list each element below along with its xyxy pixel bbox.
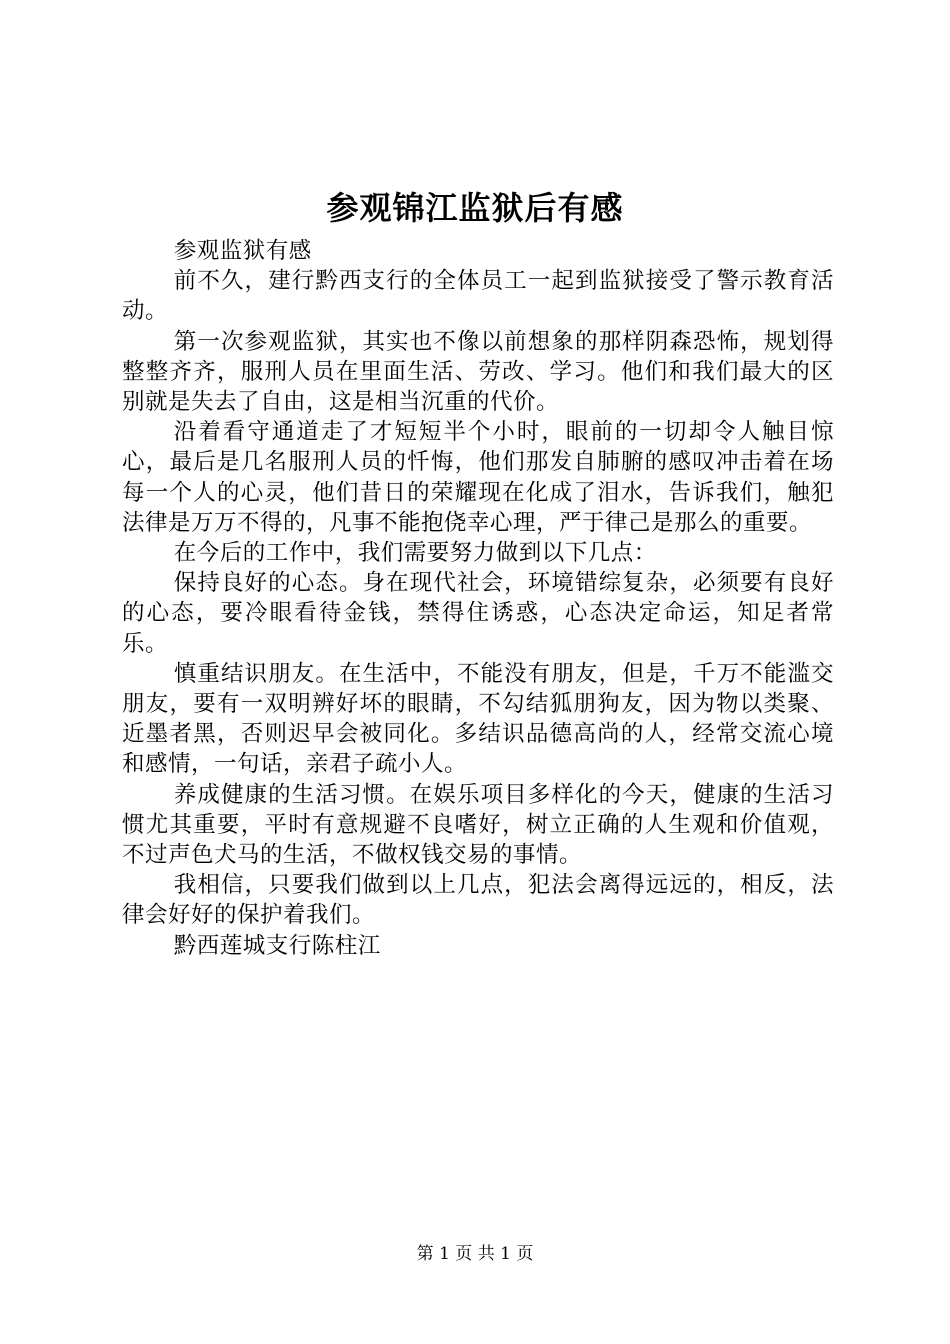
paragraph-signature: 黔西莲城支行陈柱江: [173, 932, 381, 959]
paragraph: 我相信，只要我们做到以上几点，犯法会离得远远的，相反，法律会好好的保护着我们。: [122, 872, 834, 929]
document-title: 参观锦江监狱后有感: [326, 189, 624, 227]
page-footer: 第 1 页 共 1 页: [416, 1244, 534, 1264]
paragraph: 第一次参观监狱，其实也不像以前想象的那样阴森恐怖，规划得整整齐齐，服刑人员在里面生活、劳改、学习。他们和我们最大的区别就是失去了自由，这是相当沉重的代价。: [122, 328, 834, 416]
paragraph: 养成健康的生活习惯。在娱乐项目多样化的今天，健康的生活习惯尤其重要，平时有意规避不良嗜好，树立正确的人生观和价值观，不过声色犬马的生活，不做权钱交易的事情。: [122, 781, 834, 869]
document-body: [122, 236, 834, 961]
paragraph: 保持良好的心态。身在现代社会，环境错综复杂，必须要有良好的心态，要冷眼看待金钱，禁得住诱惑，心态决定命运，知足者常乐。: [122, 570, 834, 657]
paragraph: 在今后的工作中，我们需要努力做到以下几点：: [173, 540, 657, 567]
paragraph: 沿着看守通道走了才短短半个小时，眼前的一切却令人触目惊心，最后是几名服刑人员的忏悔，他们那发自肺腑的感叹冲击着在场每一个人的心灵，他们昔日的荣耀现在化成了泪水，告诉我们，触犯法律是万万不得的，凡事不能抱侥幸心理，严于律己是那么的重要。: [122, 419, 834, 536]
paragraph: 慎重结识朋友。在生活中，不能没有朋友，但是，千万不能滥交朋友，要有一双明辨好坏的眼睛，不勾结狐朋狗友，因为物以类聚、近墨者黑，否则迟早会被同化。多结识品德高尚的人，经常交流心境和感情，一句话，亲君子疏小人。: [122, 660, 834, 778]
paragraph-subtitle: 参观监狱有感: [173, 238, 312, 264]
paragraph: 前不久，建行黔西支行的全体员工一起到监狱接受了警示教育活动。: [122, 268, 834, 325]
